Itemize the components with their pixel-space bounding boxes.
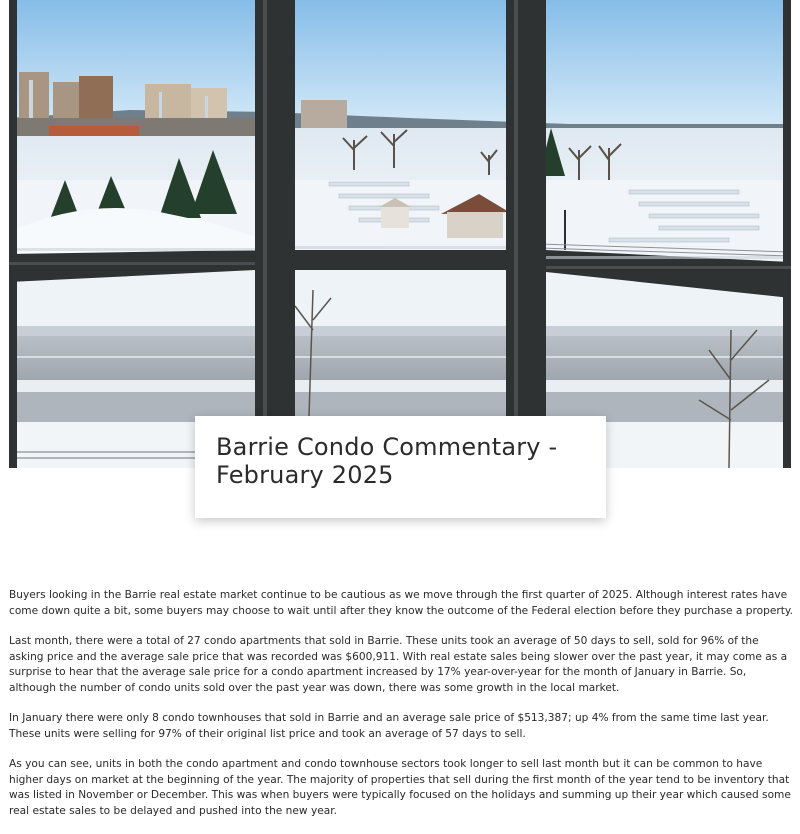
post-title-line-1: Barrie Condo Commentary - <box>216 433 558 461</box>
post-title-line-2: February 2025 <box>216 461 394 489</box>
article-paragraph-4: As you can see, units in both the condo apartment and condo townhouse sectors took longer to sell last month but it can be common to have higher days on market at the beginning of the year. The majority of properties that sell during the first month of the year tend to be inventory that was listed in November or December. This was when buyers were typically focused on the holidays and summing up their year which caused some real estate sales to be delayed and pushed into the new year. <box>9 758 791 817</box>
post-title-card <box>195 416 606 518</box>
article-paragraph-2: Last month, there were a total of 27 condo apartments that sold in Barrie. These units took an average of 50 days to sell, sold for 96% of the asking price and the average sale price that was recorded was $600,911. With real estate sales being slower over the past year, it may come as a surprise to hear that the average sale price for a condo apartment increased by 17% year-over-year for the month of January in Barrie. So, although the number of condo units sold over the past year was down, there was some growth in the local market. <box>9 635 788 694</box>
post-title <box>216 433 586 489</box>
article-paragraph-3: In January there were only 8 condo townhouses that sold in Barrie and an average sale price of $513,387; up 4% from the same time last year. These units were selling for 97% of their original list price and took an average of 57 days to sell. <box>9 712 769 740</box>
article-body <box>9 588 793 834</box>
hero-image <box>9 0 791 468</box>
article-paragraph-1: Buyers looking in the Barrie real estate market continue to be cautious as we move through the first quarter of 2025. Although interest rates have come down quite a bit, some buyers may choose to wait until after they know the outcome of the Federal election before they purchase a property. <box>9 589 793 617</box>
